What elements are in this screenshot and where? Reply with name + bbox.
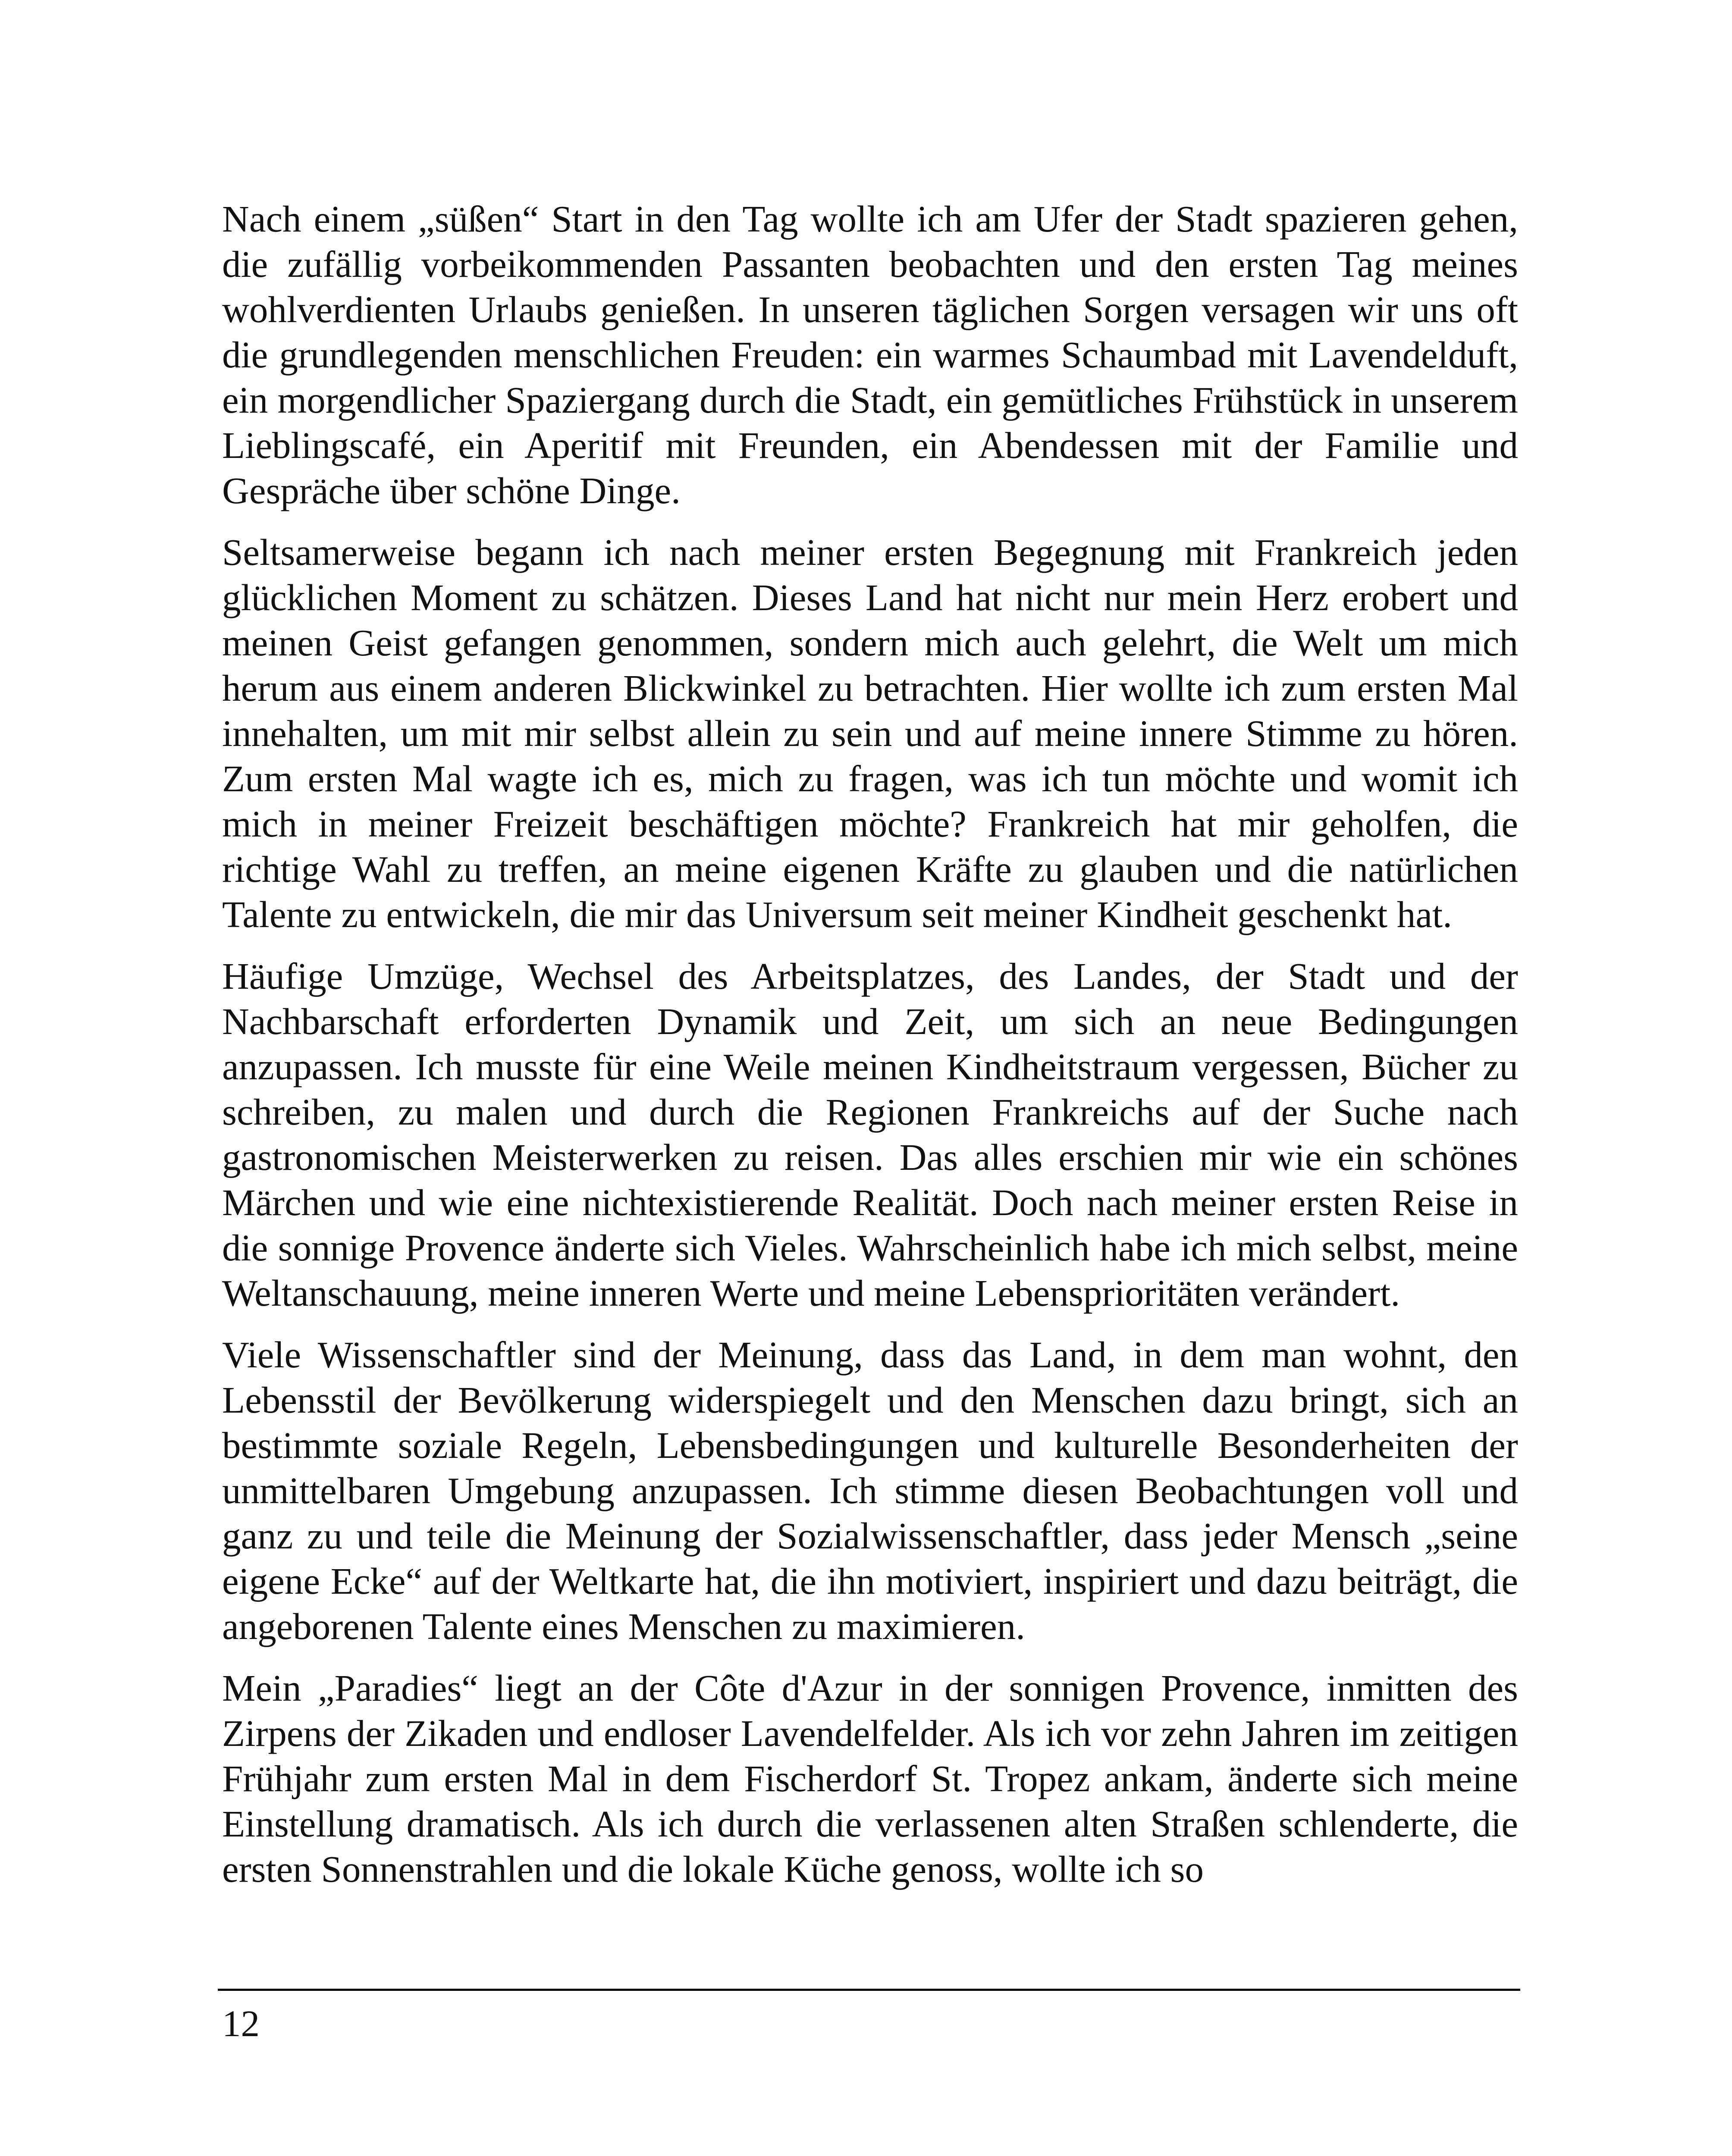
paragraph-1: Nach einem „süßen“ Start in den Tag wollte ich am Ufer der Stadt spazieren gehen, die zufällig vorbeikommenden Passanten beobachten und den ersten Tag meines wohlverdienten Urlaubs genießen. In unseren täglichen Sorgen versagen wir uns oft die grundlegenden menschlichen Freuden: ein warmes Schaumbad mit Lavendelduft, ein morgendlicher Spaziergang durch die Stadt, ein gemütliches Frühstück in unserem Lieblingscafé, ein Aperitif mit Freunden, ein Abendessen mit der Familie und Gespräche über schöne Dinge. bbox=[222, 198, 1518, 511]
paragraph-5: Mein „Paradies“ liegt an der Côte d'Azur in der sonnigen Provence, inmitten des Zirpens der Zikaden und endloser Lavendelfelder. Als ich vor zehn Jahren im zeitigen Frühjahr zum ersten Mal in dem Fischerdorf St. Tropez ankam, änderte sich meine Einstellung dramatisch. Als ich durch die verlassenen alten Straßen schlenderte, die ersten Sonnenstrahlen und die lokale Küche genoss, wollte ich so bbox=[222, 1667, 1518, 1890]
paragraph-2: Seltsamerweise begann ich nach meiner ersten Begegnung mit Frankreich jeden glücklichen Moment zu schätzen. Dieses Land hat nicht nur mein Herz erobert und meinen Geist gefangen genommen, sondern mich auch gelehrt, die Welt um mich herum aus einem anderen Blickwinkel zu betrachten. Hier wollte ich zum ersten Mal innehalten, um mit mir selbst allein zu sein und auf meine innere Stimme zu hören. Zum ersten Mal wagte ich es, mich zu fragen, was ich tun möchte und womit ich mich in meiner Freizeit beschäftigen möchte? Frankreich hat mir geholfen, die richtige Wahl zu treffen, an meine eigenen Kräfte zu glauben und die natürlichen Talente zu entwickeln, die mir das Universum seit meiner Kindheit geschenkt hat. bbox=[222, 531, 1518, 935]
body-text bbox=[222, 196, 1518, 1908]
footer-divider bbox=[218, 1989, 1520, 1991]
paragraph-4: Viele Wissenschaftler sind der Meinung, dass das Land, in dem man wohnt, den Lebensstil der Bevölkerung widerspiegelt und den Menschen dazu bringt, sich an bestimmte soziale Regeln, Lebensbedingungen und kulturelle Besonderheiten der unmittelbaren Umgebung anzupassen. Ich stimme diesen Beobachtungen voll und ganz zu und teile die Meinung der Sozialwissenschaftler, dass jeder Mensch „seine eigene Ecke“ auf der Weltkarte hat, die ihn motiviert, inspiriert und dazu beiträgt, die angeborenen Talente eines Menschen zu maximieren. bbox=[222, 1334, 1518, 1647]
paragraph-3: Häufige Umzüge, Wechsel des Arbeitsplatzes, des Landes, der Stadt und der Nachbarschaft erforderten Dynamik und Zeit, um sich an neue Bedingungen anzupassen. Ich musste für eine Weile meinen Kindheitstraum vergessen, Bücher zu schreiben, zu malen und durch die Regionen Frankreichs auf der Suche nach gastronomischen Meisterwerken zu reisen. Das alles erschien mir wie ein schönes Märchen und wie eine nichtexistierende Realität. Doch nach meiner ersten Reise in die sonnige Provence änderte sich Vieles. Wahrscheinlich habe ich mich selbst, meine Weltanschauung, meine inneren Werte und meine Lebensprioritäten verändert. bbox=[222, 955, 1518, 1314]
page-number: 12 bbox=[222, 2002, 260, 2044]
